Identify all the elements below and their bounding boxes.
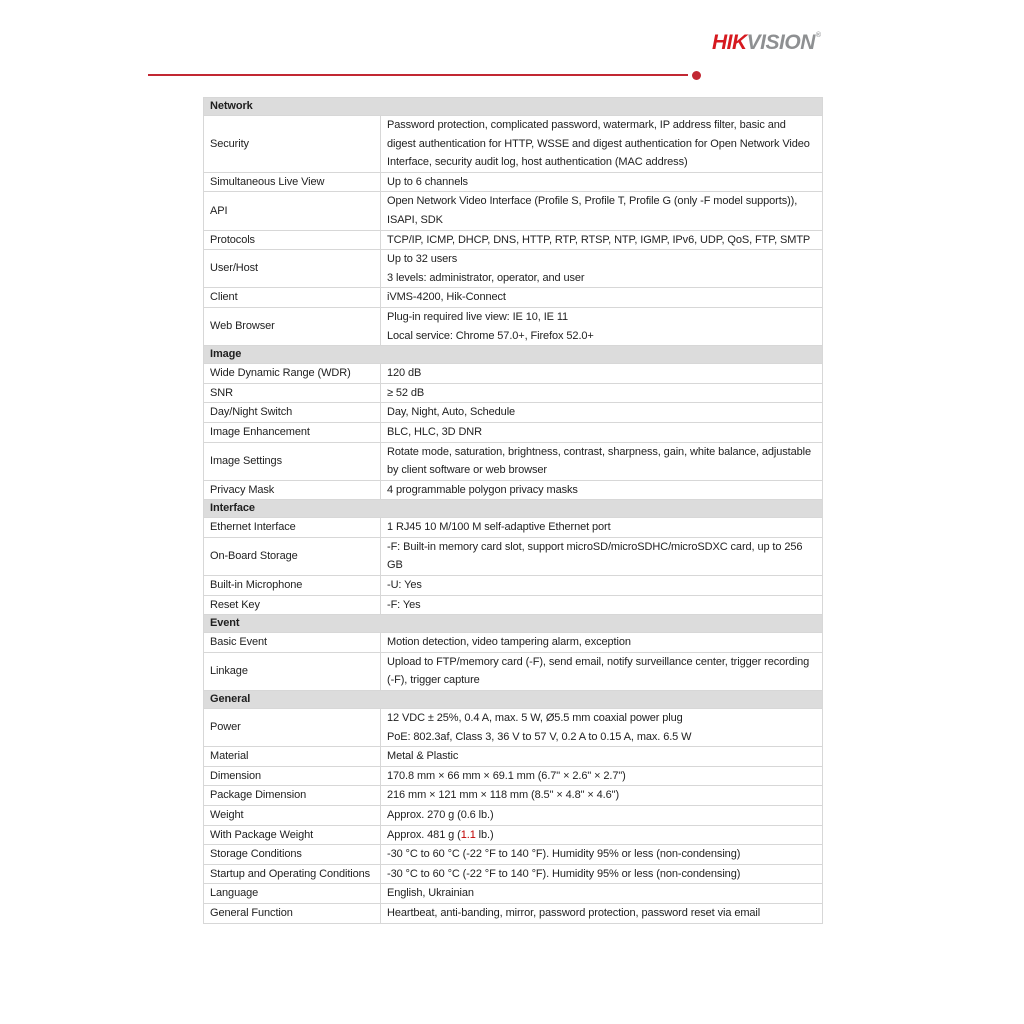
spec-row — [204, 884, 823, 904]
spec-value: Approx. 481 g (1.1 lb.) — [381, 825, 823, 845]
spec-label: Basic Event — [204, 633, 381, 653]
spec-row — [204, 480, 823, 500]
spec-row — [204, 747, 823, 767]
spec-value: Metal & Plastic — [381, 747, 823, 767]
spec-value: Rotate mode, saturation, brightness, contrast, sharpness, gain, white balance, adjustable by client software or web browser — [381, 442, 823, 480]
spec-value: 1 RJ45 10 M/100 M self-adaptive Ethernet port — [381, 518, 823, 538]
spec-value: Day, Night, Auto, Schedule — [381, 403, 823, 423]
spec-row — [204, 903, 823, 923]
spec-label: SNR — [204, 383, 381, 403]
spec-value: -F: Yes — [381, 595, 823, 615]
section-title: General — [204, 691, 823, 709]
spec-value: 170.8 mm × 66 mm × 69.1 mm (6.7" × 2.6" × 2.7") — [381, 766, 823, 786]
spec-value: Up to 6 channels — [381, 172, 823, 192]
spec-value: Upload to FTP/memory card (-F), send email, notify surveillance center, trigger recording (-F), trigger capture — [381, 652, 823, 690]
hikvision-logo — [712, 31, 820, 55]
spec-value: Heartbeat, anti-banding, mirror, password protection, password reset via email — [381, 903, 823, 923]
spec-label: Built-in Microphone — [204, 576, 381, 596]
spec-value: Approx. 270 g (0.6 lb.) — [381, 806, 823, 826]
spec-label: Weight — [204, 806, 381, 826]
spec-row — [204, 288, 823, 308]
spec-row — [204, 709, 823, 747]
header-rule-dot-icon — [692, 71, 701, 80]
spec-label: Client — [204, 288, 381, 308]
spec-row — [204, 250, 823, 288]
spec-label: Security — [204, 116, 381, 173]
section-title: Image — [204, 346, 823, 364]
spec-row — [204, 537, 823, 575]
spec-value: -30 °C to 60 °C (-22 °F to 140 °F). Humidity 95% or less (non-condensing) — [381, 845, 823, 865]
spec-table-body — [204, 98, 823, 924]
spec-row — [204, 633, 823, 653]
spec-label: Privacy Mask — [204, 480, 381, 500]
spec-label: Package Dimension — [204, 786, 381, 806]
spec-value: -U: Yes — [381, 576, 823, 596]
spec-row — [204, 825, 823, 845]
spec-row — [204, 192, 823, 230]
spec-label: Wide Dynamic Range (WDR) — [204, 364, 381, 384]
spec-label: Language — [204, 884, 381, 904]
spec-row — [204, 766, 823, 786]
spec-row — [204, 518, 823, 538]
spec-value: Open Network Video Interface (Profile S, Profile T, Profile G (only -F model supports)), ISAPI, SDK — [381, 192, 823, 230]
spec-row — [204, 383, 823, 403]
spec-label: On-Board Storage — [204, 537, 381, 575]
section-header-row — [204, 691, 823, 709]
spec-label: Web Browser — [204, 307, 381, 345]
spec-value: 12 VDC ± 25%, 0.4 A, max. 5 W, Ø5.5 mm coaxial power plug PoE: 802.3af, Class 3, 36 V to 57 V, 0.2 A to 0.15 A, max. 6.5 W — [381, 709, 823, 747]
spec-row — [204, 230, 823, 250]
spec-value: 120 dB — [381, 364, 823, 384]
spec-value: Motion detection, video tampering alarm, exception — [381, 633, 823, 653]
spec-row — [204, 786, 823, 806]
spec-row — [204, 806, 823, 826]
spec-label: Startup and Operating Conditions — [204, 864, 381, 884]
registered-trademark-icon: ® — [815, 32, 821, 39]
section-title: Interface — [204, 500, 823, 518]
spec-label: Material — [204, 747, 381, 767]
spec-value: TCP/IP, ICMP, DHCP, DNS, HTTP, RTP, RTSP, NTP, IGMP, IPv6, UDP, QoS, FTP, SMTP — [381, 230, 823, 250]
spec-row — [204, 422, 823, 442]
spec-row — [204, 576, 823, 596]
spec-label: Image Settings — [204, 442, 381, 480]
spec-value: iVMS-4200, Hik-Connect — [381, 288, 823, 308]
section-title: Network — [204, 98, 823, 116]
spec-value: ≥ 52 dB — [381, 383, 823, 403]
spec-label: Simultaneous Live View — [204, 172, 381, 192]
spec-label: Power — [204, 709, 381, 747]
spec-label: Dimension — [204, 766, 381, 786]
spec-value: English, Ukrainian — [381, 884, 823, 904]
spec-value: 216 mm × 121 mm × 118 mm (8.5" × 4.8" × 4.6") — [381, 786, 823, 806]
spec-row — [204, 864, 823, 884]
spec-row — [204, 172, 823, 192]
logo-vision-text: VISION — [746, 31, 815, 54]
spec-label: Ethernet Interface — [204, 518, 381, 538]
spec-table — [203, 97, 823, 924]
highlighted-value: 1.1 — [460, 828, 476, 841]
section-header-row — [204, 615, 823, 633]
spec-label: Storage Conditions — [204, 845, 381, 865]
spec-label: With Package Weight — [204, 825, 381, 845]
spec-row — [204, 307, 823, 345]
spec-label: User/Host — [204, 250, 381, 288]
spec-label: Protocols — [204, 230, 381, 250]
section-header-row — [204, 500, 823, 518]
spec-row — [204, 595, 823, 615]
spec-row — [204, 442, 823, 480]
spec-row — [204, 116, 823, 173]
spec-label: Linkage — [204, 652, 381, 690]
spec-value: -F: Built-in memory card slot, support microSD/microSDHC/microSDXC card, up to 256 GB — [381, 537, 823, 575]
section-header-row — [204, 346, 823, 364]
header-divider-rule — [148, 74, 688, 76]
spec-label: Reset Key — [204, 595, 381, 615]
spec-value: Password protection, complicated password, watermark, IP address filter, basic and digest authentication for HTTP, WSSE and digest authentication for Open Network Video Interface, security audit log, host authentication (MAC address) — [381, 116, 823, 173]
spec-row — [204, 364, 823, 384]
spec-row — [204, 403, 823, 423]
spec-value: Up to 32 users 3 levels: administrator, operator, and user — [381, 250, 823, 288]
spec-label: General Function — [204, 903, 381, 923]
spec-value: 4 programmable polygon privacy masks — [381, 480, 823, 500]
spec-value: -30 °C to 60 °C (-22 °F to 140 °F). Humidity 95% or less (non-condensing) — [381, 864, 823, 884]
spec-label: Day/Night Switch — [204, 403, 381, 423]
logo-hik-text: HIK — [712, 31, 747, 54]
spec-value: BLC, HLC, 3D DNR — [381, 422, 823, 442]
spec-row — [204, 652, 823, 690]
spec-label: API — [204, 192, 381, 230]
spec-value: Plug-in required live view: IE 10, IE 11 Local service: Chrome 57.0+, Firefox 52.0+ — [381, 307, 823, 345]
section-title: Event — [204, 615, 823, 633]
spec-row — [204, 845, 823, 865]
spec-label: Image Enhancement — [204, 422, 381, 442]
section-header-row — [204, 98, 823, 116]
